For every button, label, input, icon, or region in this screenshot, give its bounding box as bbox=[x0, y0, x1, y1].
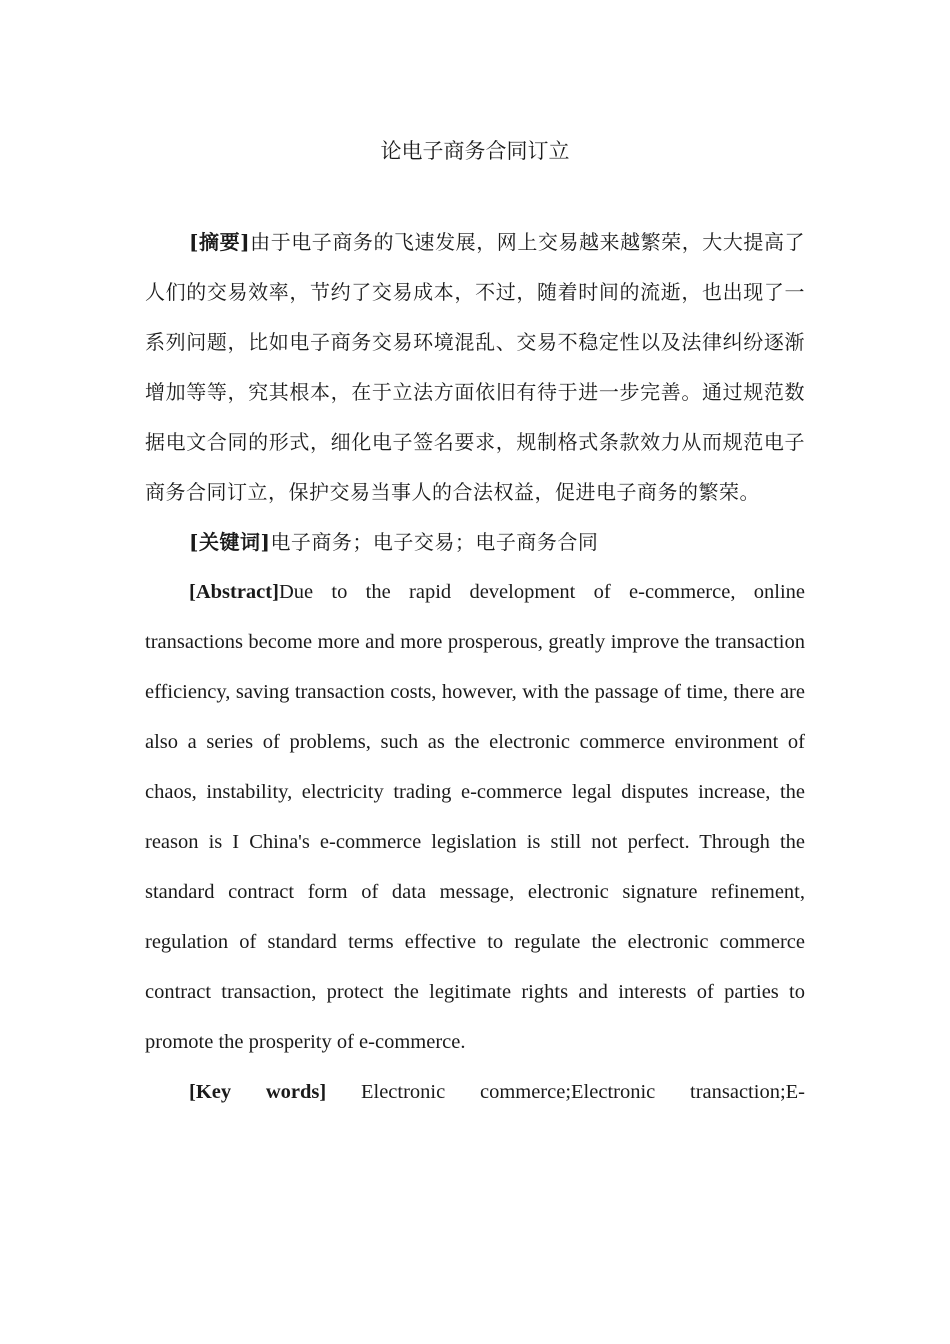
abstract-en-label: [Abstract] bbox=[189, 581, 279, 603]
abstract-en-text: Due to the rapid development of e-commerce, online transactions become more and more prosperous, greatly improve the transaction efficiency, saving transaction costs, however, with the passage of time, there are also a series of problems, such as the electronic commerce environment of chaos, instability, electricity trading e-commerce legal disputes increase, the reason is I China's e-commerce legislation is still not perfect. Through the standard contract form of data message, electronic signature refinement, regulation of standard terms effective to regulate the electronic commerce contract transaction, protect the legitimate rights and interests of parties to promote the prosperity of e-commerce. bbox=[145, 581, 805, 1053]
keywords-zh-paragraph bbox=[145, 517, 805, 567]
document-title: 论电子商务合同订立 bbox=[380, 139, 570, 163]
abstract-en-paragraph bbox=[145, 567, 805, 1067]
keywords-en-text: Electronic commerce;Electronic transaction;E- bbox=[326, 1081, 805, 1103]
document-body bbox=[145, 217, 805, 1117]
abstract-zh-label: [摘要] bbox=[189, 230, 251, 254]
abstract-zh-paragraph bbox=[145, 217, 805, 517]
keywords-zh-text: 电子商务；电子交易；电子商务合同 bbox=[270, 530, 599, 554]
keywords-en-label: [Key words] bbox=[189, 1081, 327, 1103]
abstract-zh-text: 由于电子商务的飞速发展，网上交易越来越繁荣，大大提高了人们的交易效率，节约了交易成本，不过，随着时间的流逝，也出现了一系列问题，比如电子商务交易环境混乱、交易不稳定性以及法律纠纷逐渐增加等等，究其根本，在于立法方面依旧有待于进一步完善。通过规范数据电文合同的形式，细化电子签名要求，规制格式条款效力从而规范电子商务合同订立，保护交易当事人的合法权益，促进电子商务的繁荣。 bbox=[145, 230, 805, 504]
keywords-zh-label: [关键词] bbox=[189, 530, 271, 554]
keywords-en-paragraph bbox=[145, 1067, 805, 1117]
